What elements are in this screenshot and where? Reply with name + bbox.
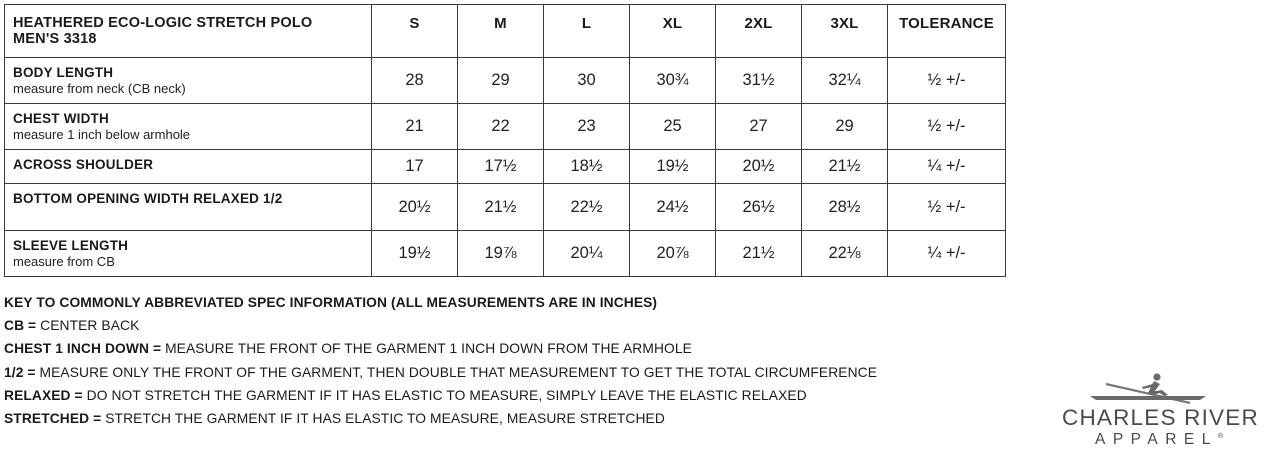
row-label bbox=[5, 184, 372, 231]
key-definition: MEASURE THE FRONT OF THE GARMENT 1 INCH DOWN FROM THE ARMHOLE bbox=[161, 341, 692, 357]
table-cell: 20½ bbox=[716, 150, 802, 184]
abbreviation-key bbox=[4, 291, 877, 430]
key-term: 1/2 = bbox=[4, 364, 36, 380]
row-label-sub: measure 1 inch below armhole bbox=[13, 127, 191, 142]
product-title-line1: HEATHERED ECO-LOGIC STRETCH POLO bbox=[13, 15, 313, 31]
key-term: RELAXED = bbox=[4, 387, 83, 403]
header-row bbox=[5, 5, 1006, 58]
product-title bbox=[5, 5, 372, 58]
row-label bbox=[5, 150, 372, 184]
table-cell: 27 bbox=[716, 104, 802, 150]
key-term: STRETCHED = bbox=[4, 411, 102, 427]
size-header-l: L bbox=[544, 5, 630, 58]
spec-table bbox=[4, 4, 1006, 277]
tolerance-cell: ½ +/- bbox=[888, 58, 1006, 104]
tolerance-cell: ½ +/- bbox=[888, 184, 1006, 231]
row-label-main: BODY LENGTH bbox=[13, 65, 114, 80]
tolerance-cell: ½ +/- bbox=[888, 104, 1006, 150]
table-cell: 28½ bbox=[802, 184, 888, 231]
table-cell: 29 bbox=[458, 58, 544, 104]
row-label-main: CHEST WIDTH bbox=[13, 111, 109, 126]
key-item bbox=[4, 314, 877, 337]
tolerance-cell: ¼ +/- bbox=[888, 150, 1006, 184]
table-cell: 21½ bbox=[458, 184, 544, 231]
row-label-main: SLEEVE LENGTH bbox=[13, 238, 129, 253]
table-cell: 22 bbox=[458, 104, 544, 150]
table-cell: 21 bbox=[372, 104, 458, 150]
table-cell: 31½ bbox=[716, 58, 802, 104]
logo-line1: CHARLES RIVER bbox=[1062, 405, 1259, 430]
row-label-main: BOTTOM OPENING WIDTH RELAXED 1/2 bbox=[13, 191, 283, 206]
table-cell: 32¼ bbox=[802, 58, 888, 104]
logo-line2-text: APPAREL bbox=[1095, 431, 1218, 448]
row-label-main: ACROSS SHOULDER bbox=[13, 157, 154, 172]
tolerance-header: TOLERANCE bbox=[888, 5, 1006, 58]
tolerance-cell: ¼ +/- bbox=[888, 231, 1006, 277]
size-header-xl: XL bbox=[630, 5, 716, 58]
table-cell: 21½ bbox=[802, 150, 888, 184]
table-row bbox=[5, 58, 1006, 104]
key-definition: CENTER BACK bbox=[36, 318, 140, 334]
key-definition: MEASURE ONLY THE FRONT OF THE GARMENT, THEN DOUBLE THAT MEASUREMENT TO GET THE TOTAL CIRCUMFERENCE bbox=[35, 364, 878, 380]
size-header-m: M bbox=[458, 5, 544, 58]
table-cell: 26½ bbox=[716, 184, 802, 231]
key-definition: STRETCH THE GARMENT IF IT HAS ELASTIC TO MEASURE, MEASURE STRETCHED bbox=[101, 411, 665, 427]
table-row bbox=[5, 104, 1006, 150]
table-cell: 20½ bbox=[372, 184, 458, 231]
size-header-s: S bbox=[372, 5, 458, 58]
key-item bbox=[4, 384, 877, 407]
table-cell: 20¼ bbox=[544, 231, 630, 277]
table-cell: 21½ bbox=[716, 231, 802, 277]
product-title-line2: MEN'S 3318 bbox=[13, 31, 97, 47]
size-header-3xl: 3XL bbox=[802, 5, 888, 58]
table-cell: 22½ bbox=[544, 184, 630, 231]
logo-line2 bbox=[1095, 431, 1223, 449]
table-cell: 24½ bbox=[630, 184, 716, 231]
table-cell: 30¾ bbox=[630, 58, 716, 104]
rower-icon bbox=[1088, 372, 1208, 404]
charles-river-logo bbox=[1060, 372, 1265, 450]
key-item bbox=[4, 407, 877, 430]
table-cell: 28 bbox=[372, 58, 458, 104]
row-label bbox=[5, 58, 372, 104]
table-cell: 19⅞ bbox=[458, 231, 544, 277]
row-label-sub: measure from CB bbox=[13, 254, 115, 269]
table-cell: 25 bbox=[630, 104, 716, 150]
table-row bbox=[5, 184, 1006, 231]
row-label-sub: measure from neck (CB neck) bbox=[13, 81, 186, 96]
row-label bbox=[5, 231, 372, 277]
key-definition: DO NOT STRETCH THE GARMENT IF IT HAS ELASTIC TO MEASURE, SIMPLY LEAVE THE ELASTIC RELAXED bbox=[82, 387, 807, 403]
table-cell: 29 bbox=[802, 104, 888, 150]
table-row bbox=[5, 231, 1006, 277]
table-cell: 17½ bbox=[458, 150, 544, 184]
key-heading: KEY TO COMMONLY ABBREVIATED SPEC INFORMATION (ALL MEASUREMENTS ARE IN INCHES) bbox=[4, 295, 658, 310]
key-item bbox=[4, 337, 877, 360]
key-term: CB = bbox=[4, 318, 37, 334]
row-label bbox=[5, 104, 372, 150]
size-header-2xl: 2XL bbox=[716, 5, 802, 58]
table-cell: 17 bbox=[372, 150, 458, 184]
table-cell: 18½ bbox=[544, 150, 630, 184]
table-cell: 22⅛ bbox=[802, 231, 888, 277]
table-cell: 19½ bbox=[630, 150, 716, 184]
table-row bbox=[5, 150, 1006, 184]
table-cell: 30 bbox=[544, 58, 630, 104]
registered-mark: ® bbox=[1217, 432, 1224, 440]
table-cell: 23 bbox=[544, 104, 630, 150]
key-term: CHEST 1 INCH DOWN = bbox=[4, 341, 162, 357]
key-item bbox=[4, 361, 877, 384]
table-cell: 19½ bbox=[372, 231, 458, 277]
table-cell: 20⅞ bbox=[630, 231, 716, 277]
